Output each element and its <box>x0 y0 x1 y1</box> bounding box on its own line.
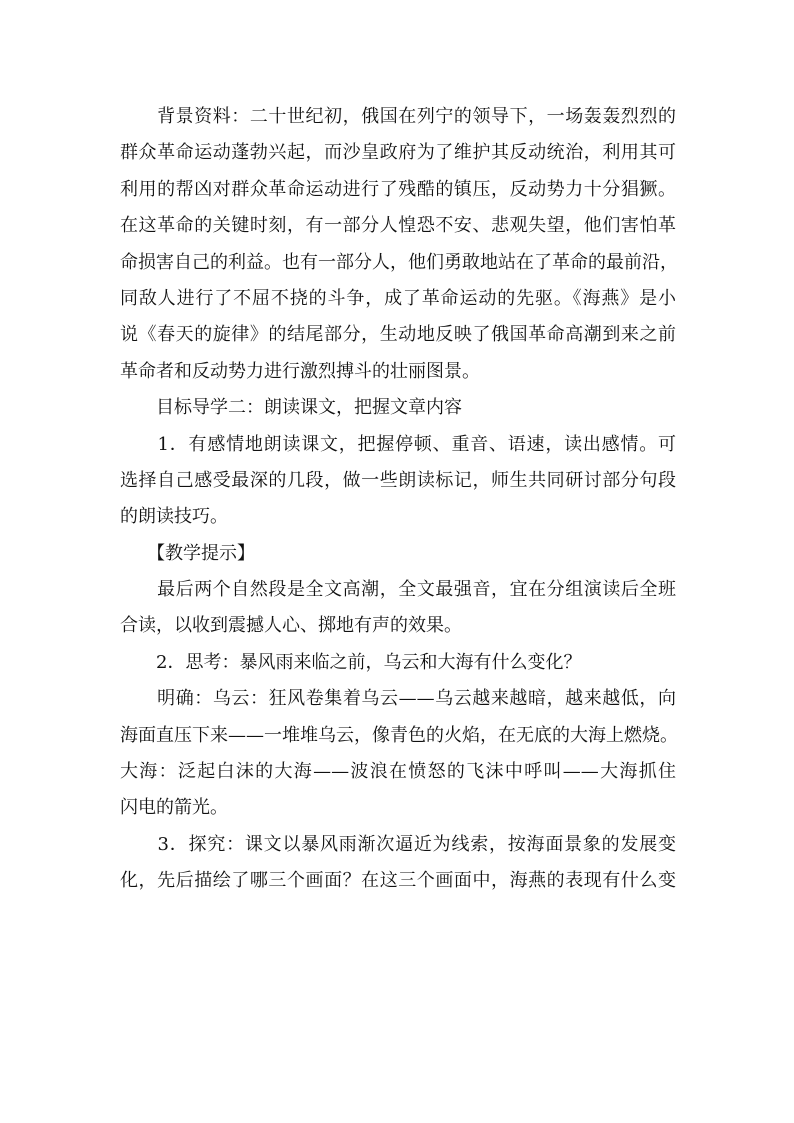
text-line: 合读，以收到震撼人心、掷地有声的效果。 <box>120 615 462 637</box>
text-line: 2．思考：暴风雨来临之前，乌云和大海有什么变化？ <box>120 651 582 673</box>
text-line: 命损害自己的利益。也有一部分人，他们勇敢地站在了革命的最前沿， <box>120 251 678 273</box>
text-line: 利用的帮凶对群众革命运动进行了残酷的镇压，反动势力十分猖獗。 <box>120 178 676 200</box>
text-line: 目标导学二：朗读课文，把握文章内容 <box>120 397 462 419</box>
text-line: 最后两个自然段是全文高潮，全文最强音，宜在分组演读后全班 <box>120 579 676 601</box>
text-line: 选择自己感受最深的几段，做一些朗读标记，师生共同研讨部分句段 <box>120 469 676 491</box>
text-line: 在这革命的关键时刻，有一部分人惶恐不安、悲观失望，他们害怕革 <box>120 215 676 237</box>
text-line: 群众革命运动蓬勃兴起，而沙皇政府为了维护其反动统治，利用其可 <box>120 142 676 164</box>
text-line: 同敌人进行了不屈不挠的斗争，成了革命运动的先驱。《海燕》是小 <box>120 287 676 309</box>
text-line: 【教学提示】 <box>120 542 255 564</box>
text-line: 背景资料：二十世纪初，俄国在列宁的领导下，一场轰轰烈烈的 <box>120 106 676 127</box>
text-line: 大海：泛起白沫的大海——波浪在愤怒的飞沫中呼叫——大海抓住 <box>120 761 676 783</box>
text-line: 的朗读技巧。 <box>120 506 228 528</box>
text-line: 明确：乌云：狂风卷集着乌云——乌云越来越暗，越来越低，向 <box>120 688 676 710</box>
text-line: 3．探究：课文以暴风雨渐次逼近为线索，按海面景象的发展变 <box>120 833 676 855</box>
text-line: 说《春天的旋律》的结尾部分，生动地反映了俄国革命高潮到来之前 <box>120 324 676 346</box>
text-line: 革命者和反动势力进行激烈搏斗的壮丽图景。 <box>120 360 480 382</box>
body-text <box>120 99 676 900</box>
text-line: 1．有感情地朗读课文，把握停顿、重音、语速，读出感情。可 <box>120 433 676 455</box>
text-line: 化，先后描绘了哪三个画面？在这三个画面中，海燕的表现有什么变 <box>120 870 676 892</box>
text-line: 闪电的箭光。 <box>120 797 228 819</box>
text-line: 海面直压下来——一堆堆乌云，像青色的火焰，在无底的大海上燃烧。 <box>120 724 678 746</box>
